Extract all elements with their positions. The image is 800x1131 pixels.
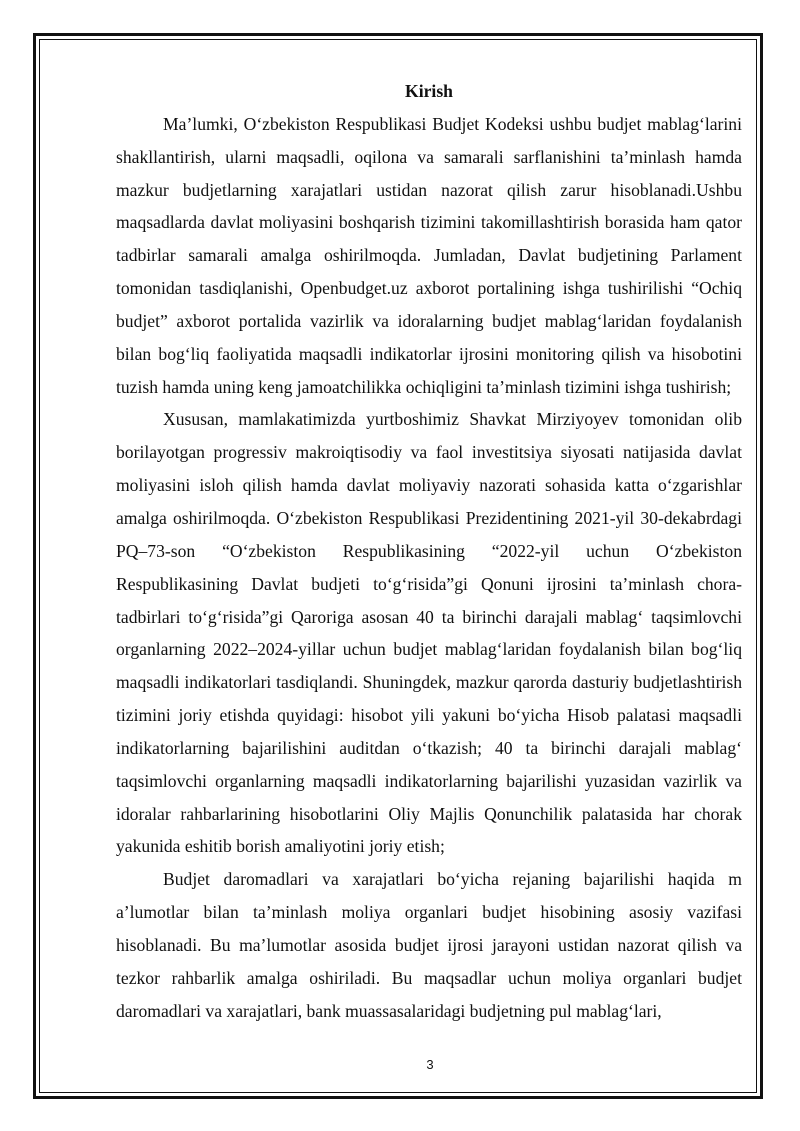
paragraph-1: Ma’lumki, O‘zbekiston Respublikasi Budjet Kodeksi ushbu budjet mablag‘larini shakllantirish, ularni maqsadli, oqilona va samarali sarflanishini ta’minlash hamda mazkur budjetlarning xarajatlari ustidan nazorat qilish zarur hisoblanadi.Ushbu maqsadlarda davlat moliyasini boshqarish tizimini takomillashtirish borasida ham qator tadbirlar samarali amalga oshirilmoqda. Jumladan, Davlat budjetining Parlament tomonidan tasdiqlanishi, Openbudget.uz axborot portalining ishga tushirilishi “Ochiq budjet” axborot portalida vazirlik va idoralarning budjet mablag‘laridan foydalanish bilan bog‘liq faoliyatida maqsadli indikatorlar ijrosini monitoring qilish va hisobotini tuzish hamda uning keng jamoatchilikka ochiqligini ta’minlash tizimini ishga tushirish; [116,113,742,397]
section-title: Kirish [405,81,453,101]
paragraph-3: Budjet daromadlari va xarajatlari bo‘yicha rejaning bajarilishi haqida m a’lumotlar bilan ta’minlash moliya organlari budjet hisobining asosiy vazifasi hisoblanadi. Bu ma’lumotlar asosida budjet ijrosi jarayoni ustidan nazorat qilish va tezkor rahbarlik amalga oshiriladi. Bu maqsadlar uchun moliya organlari budjet daromadlari va xarajatlari, bank muassasalaridagi budjetning pul mablag‘lari, [116,869,742,1021]
page-number: 3 [426,1057,434,1072]
paragraph-2: Xususan, mamlakatimizda yurtboshimiz Shavkat Mirziyoyev tomonidan olib borilayotgan progressiv makroiqtisodiy va faol investitsiya siyosati natijasida davlat moliyasini isloh qilish hamda davlat moliyaviy nazorati sohasida katta o‘zgarishlar amalga oshirilmoqda. O‘zbekiston Respublikasi Prezidentining 2021-yil 30-dekabrdagi PQ–73-son “O‘zbekiston Respublikasining “2022-yil uchun O‘zbekiston Respublikasining Davlat budjeti to‘g‘risida”gi Qonuni ijrosini ta’minlash chora-tadbirlari to‘g‘risida”gi Qaroriga asosan 40 ta birinchi darajali mablag‘ taqsimlovchi organlarning 2022–2024-yillar uchun budjet mablag‘laridan foydalanish bilan bog‘liq maqsadli indikatorlari tasdiqlandi. Shuningdek, mazkur qarorda dasturiy budjetlashtirish tizimini joriy etishda quyidagi: hisobot yili yakuni bo‘yicha Hisob palatasi maqsadli indikatorlarning bajarilishini auditdan o‘tkazish; 40 ta birinchi darajali mablag‘ taqsimlovchi organlarning maqsadli indikatorlarning bajarilishi yuzasidan vazirlik va idoralar rahbarlarining hisobotlarini Oliy Majlis Qonunchilik palatasida har chorak yakunida eshitib borish amaliyotini joriy etish; [116,409,742,857]
document-body [116,75,742,1027]
